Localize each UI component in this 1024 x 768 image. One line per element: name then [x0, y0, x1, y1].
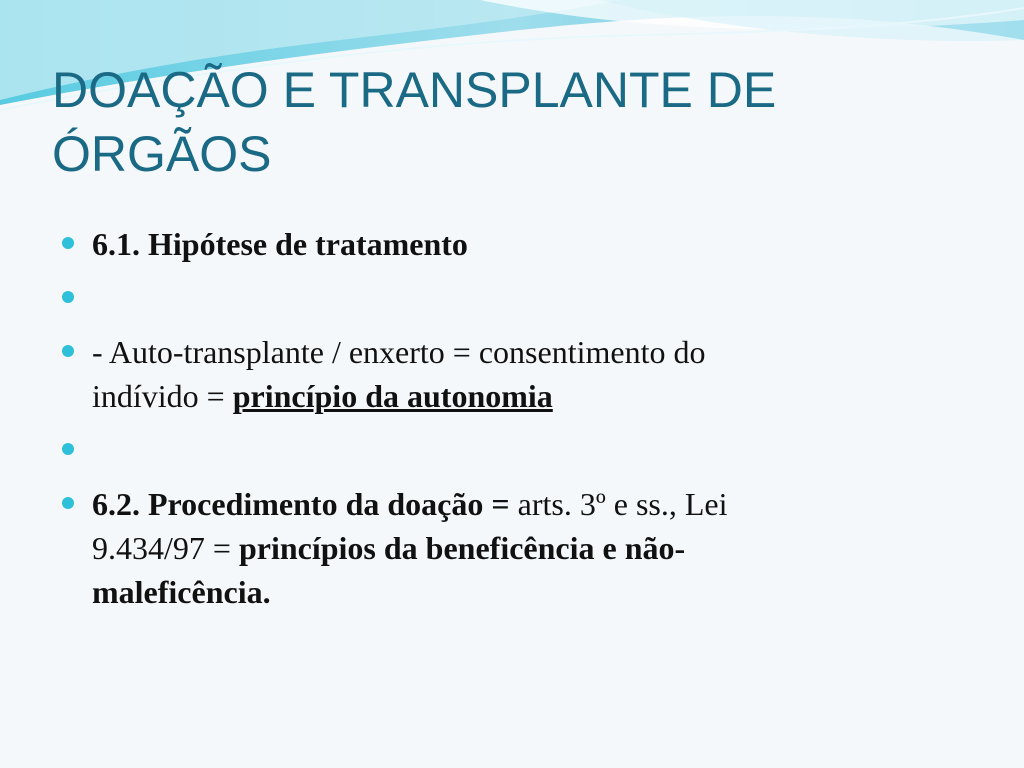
bullet-item-empty	[62, 276, 922, 320]
bullet-item	[62, 330, 922, 418]
bullet-item	[62, 482, 922, 614]
bullet-dot-icon	[62, 345, 74, 357]
bullet-text: 9.434/97 =	[92, 530, 239, 566]
bullet-item-empty	[62, 428, 922, 472]
bullet-emphasis: princípio da autonomia	[232, 378, 553, 414]
bullet-text: 6.1. Hipótese de tratamento	[92, 226, 468, 262]
slide-title	[52, 58, 952, 186]
slide-title-line-2: ÓRGÃOS	[52, 126, 272, 182]
bullet-text: - Auto-transplante / enxerto = consentimento do	[92, 334, 706, 370]
bullet-text: indívido =	[92, 378, 233, 414]
slide-title-line-1: DOAÇÃO E TRANSPLANTE DE	[52, 62, 777, 118]
bullet-list	[62, 222, 922, 624]
bullet-dot-icon	[62, 443, 74, 455]
bullet-dot-icon	[62, 237, 74, 249]
bullet-emphasis: maleficência.	[92, 574, 271, 610]
bullet-item	[62, 222, 922, 266]
bullet-text: arts. 3º e ss., Lei	[509, 486, 728, 522]
bullet-emphasis: princípios da beneficência e não-	[238, 530, 686, 566]
bullet-dot-icon	[62, 497, 74, 509]
bullet-dot-icon	[62, 291, 74, 303]
bullet-emphasis: 6.2. Procedimento da doação =	[92, 486, 510, 522]
